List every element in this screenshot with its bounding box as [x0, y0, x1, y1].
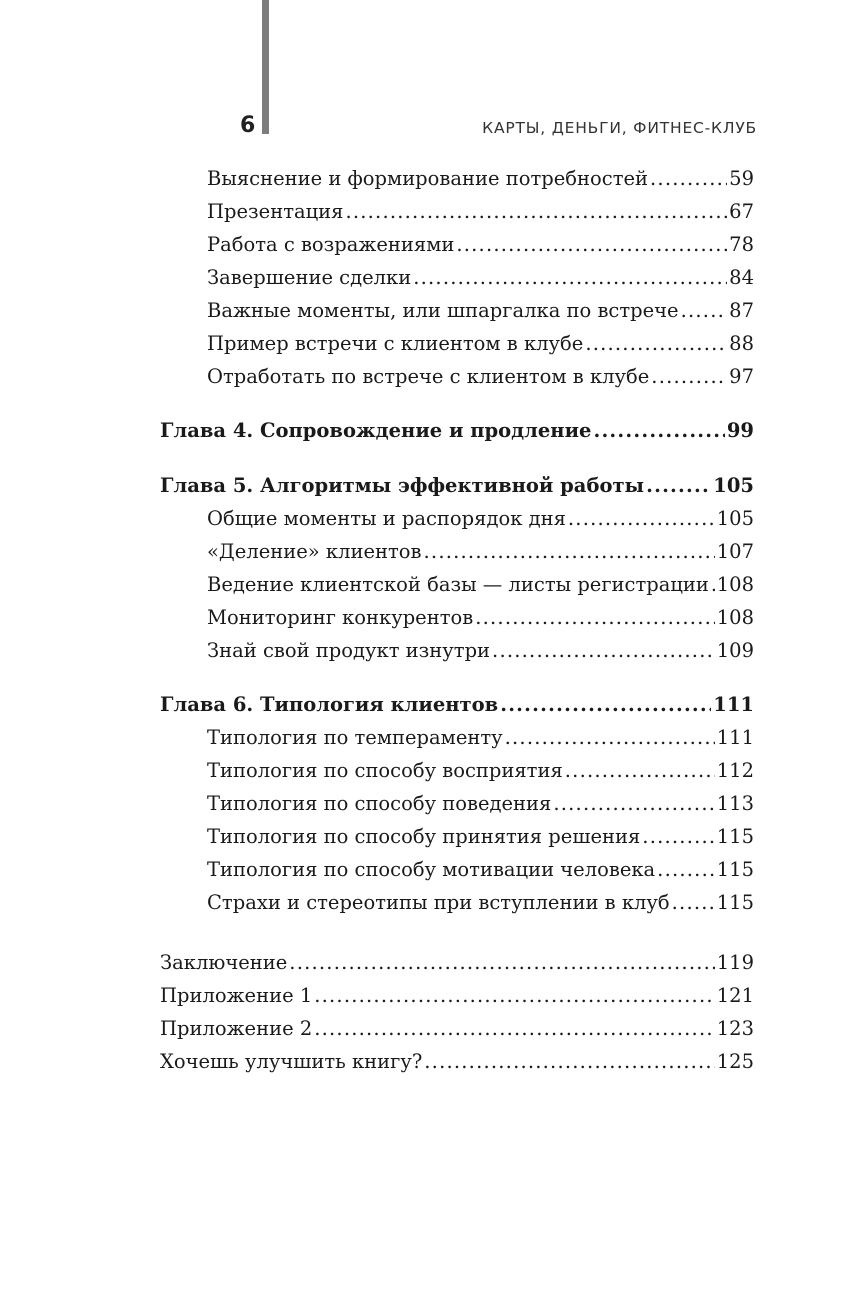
toc-entry[interactable]	[160, 1014, 754, 1044]
toc-entry-title: Типология по способу восприятия	[207, 759, 563, 782]
toc-entry-page: 99	[726, 419, 754, 442]
dot-leader	[657, 855, 715, 885]
dot-leader	[345, 197, 727, 227]
toc-entry-page: 123	[716, 1017, 754, 1040]
dot-leader	[424, 1047, 714, 1077]
dot-leader	[500, 690, 711, 720]
toc-entry[interactable]	[160, 981, 754, 1011]
toc-entry[interactable]	[207, 329, 754, 359]
toc-entry-title: Глава 4. Сопровождение и продление	[160, 419, 592, 442]
toc-entry-title: Типология по способу мотивации человека	[207, 858, 656, 881]
toc-entry-page: 67	[729, 200, 754, 223]
toc-entry-page: 115	[716, 891, 754, 914]
toc-entry-title: Пример встречи с клиентом в клубе	[207, 332, 584, 355]
dot-leader	[642, 822, 714, 852]
toc-entry-title: Работа с возражениями	[207, 233, 455, 256]
toc-entry-title: Отработать по встрече с клиентом в клубе	[207, 365, 650, 388]
toc-entry-page: 108	[716, 606, 754, 629]
dot-leader	[492, 636, 715, 666]
dot-leader	[456, 230, 727, 260]
toc-entry-page: 59	[729, 167, 754, 190]
toc-entry-page: 78	[729, 233, 754, 256]
toc-entry[interactable]	[207, 230, 754, 260]
toc-entry-page: 115	[716, 825, 754, 848]
toc-entry-page: 113	[716, 792, 754, 815]
toc-entry-page: 84	[729, 266, 754, 289]
toc-entry-title: Приложение 2	[160, 1017, 313, 1040]
dot-leader	[646, 471, 711, 501]
toc-entry[interactable]	[207, 756, 754, 786]
toc-entry[interactable]	[207, 362, 754, 392]
spine-bar	[262, 0, 269, 134]
toc-entry-title: Приложение 1	[160, 984, 313, 1007]
toc-entry-page: 97	[729, 365, 754, 388]
dot-leader	[565, 756, 715, 786]
toc-entry-title: Общие моменты и распорядок дня	[207, 507, 566, 530]
toc-entry[interactable]	[207, 822, 754, 852]
dot-leader	[568, 504, 715, 534]
toc-entry-page: 119	[716, 951, 754, 974]
toc-chapter-6[interactable]	[160, 690, 754, 720]
toc-entry-page: 125	[716, 1050, 754, 1073]
toc-entry-page: 111	[716, 726, 754, 749]
toc-entry-title: Типология по темпераменту	[207, 726, 503, 749]
toc-entry[interactable]	[160, 948, 754, 978]
toc-entry[interactable]	[207, 197, 754, 227]
dot-leader	[475, 603, 715, 633]
toc-entry[interactable]	[207, 504, 754, 534]
toc-entry-title: Выяснение и формирование потребностей	[207, 167, 649, 190]
toc-entry-page: 107	[716, 540, 754, 563]
toc-entry-page: 111	[713, 693, 754, 716]
toc-entry-title: Глава 5. Алгоритмы эффективной работы	[160, 474, 645, 497]
toc-entry[interactable]	[207, 296, 754, 326]
toc-entry[interactable]	[207, 636, 754, 666]
toc-entry-page: 108	[716, 573, 754, 596]
dot-leader	[585, 329, 727, 359]
toc-entry[interactable]	[207, 263, 754, 293]
running-head: КАРТЫ, ДЕНЬГИ, ФИТНЕС-КЛУБ	[482, 119, 757, 137]
toc-entry-title: Мониторинг конкурентов	[207, 606, 474, 629]
dot-leader	[424, 537, 715, 567]
toc-entry-page: 112	[716, 759, 754, 782]
toc-entry-title: Важные моменты, или шпаргалка по встрече	[207, 299, 679, 322]
toc-entry-page: 105	[716, 507, 754, 530]
toc-entry[interactable]	[207, 537, 754, 567]
dot-leader	[711, 570, 715, 600]
toc-entry[interactable]	[207, 888, 754, 918]
toc-entry-title: Страхи и стереотипы при вступлении в клуб	[207, 891, 670, 914]
dot-leader	[553, 789, 714, 819]
dot-leader	[289, 948, 714, 978]
toc-entry[interactable]	[207, 855, 754, 885]
dot-leader	[413, 263, 727, 293]
toc-entry[interactable]	[207, 723, 754, 753]
toc-entry[interactable]	[160, 1047, 754, 1077]
dot-leader	[672, 888, 715, 918]
toc-entry[interactable]	[207, 789, 754, 819]
toc-entry-title: Глава 6. Типология клиентов	[160, 693, 499, 716]
dot-leader	[651, 362, 727, 392]
dot-leader	[314, 981, 715, 1011]
toc-entry-page: 88	[729, 332, 754, 355]
toc-entry-title: Знай свой продукт изнутри	[207, 639, 491, 662]
dot-leader	[681, 296, 728, 326]
dot-leader	[505, 723, 715, 753]
toc-entry-title: Заключение	[160, 951, 288, 974]
toc-entry-title: Ведение клиентской базы — листы регистрации	[207, 573, 709, 596]
page-number: 6	[240, 113, 256, 138]
toc-entry-page: 109	[716, 639, 754, 662]
toc-entry-title: Завершение сделки	[207, 266, 412, 289]
toc-entry-title: Презентация	[207, 200, 344, 223]
toc-entry[interactable]	[207, 164, 754, 194]
toc-entry-page: 105	[713, 474, 754, 497]
toc-entry-title: Хочешь улучшить книгу?	[160, 1050, 423, 1073]
dot-leader	[314, 1014, 715, 1044]
toc-entry-title: Типология по способу принятия решения	[207, 825, 641, 848]
toc-entry-page: 121	[716, 984, 754, 1007]
dot-leader	[650, 164, 727, 194]
toc-chapter-4[interactable]	[160, 416, 754, 446]
toc-entry-page: 87	[729, 299, 754, 322]
toc-chapter-5[interactable]	[160, 471, 754, 501]
toc-entry-title: Типология по способу поведения	[207, 792, 552, 815]
dot-leader	[593, 416, 724, 446]
toc-entry-page: 115	[716, 858, 754, 881]
toc-entry[interactable]	[207, 570, 754, 600]
toc-entry[interactable]	[207, 603, 754, 633]
toc-entry-title: «Деление» клиентов	[207, 540, 422, 563]
